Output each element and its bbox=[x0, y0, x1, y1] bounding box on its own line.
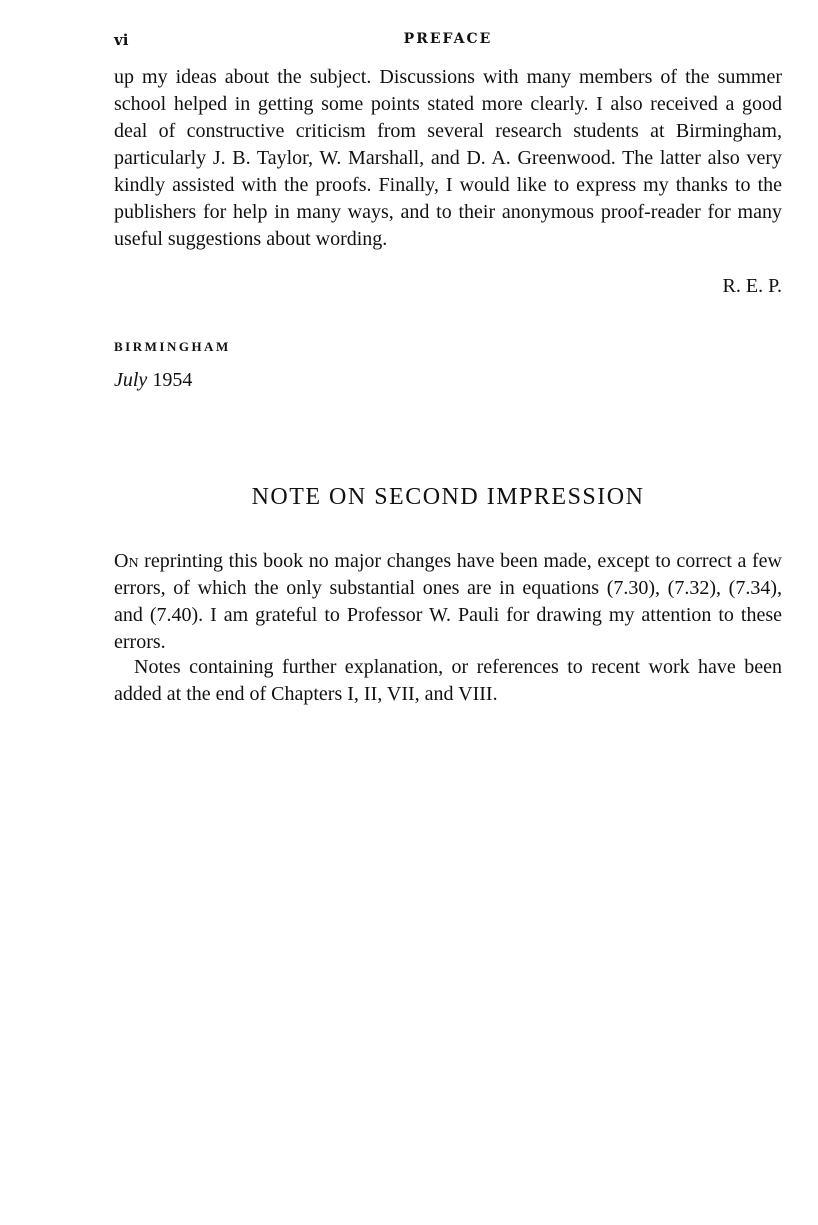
date-line bbox=[114, 369, 192, 392]
note-paragraph-2: Notes containing further explanation, or references to recent work have been added at the end of Chapters I, II, VII, and VIII. bbox=[114, 656, 782, 705]
page-number: vi bbox=[114, 31, 129, 49]
running-title: PREFACE bbox=[403, 31, 493, 47]
section-heading: NOTE ON SECOND IMPRESSION bbox=[251, 484, 645, 510]
preface-paragraph: up my ideas about the subject. Discussions with many members of the summer school helped in getting some points stated more clearly. I also received a good deal of constructive criticism from several research students at Birmingham, particularly J. B. Taylor, W. Marshall, and D. A. Greenwood. The latter also very kindly assisted with the proofs. Finally, I would like to express my thanks to the publishers for help in many ways, and to their anonymous proof-reader for many useful suggestions about wording. bbox=[114, 66, 782, 250]
note-paragraph-1 bbox=[114, 548, 782, 656]
author-initials: R. E. P. bbox=[722, 275, 782, 297]
note-paragraph-1-text: reprinting this book no major changes have been made, except to correct a few errors, of which the only substantial ones are in equations (7.30), (7.32), (7.34), and (7.40). I am grateful to Professor W. Pauli for drawing my attention to these errors. bbox=[114, 550, 782, 653]
date-month: July bbox=[114, 369, 148, 391]
date-year: 1954 bbox=[152, 369, 193, 391]
note-lead-word: On bbox=[114, 550, 139, 572]
place-line: BIRMINGHAM bbox=[114, 339, 231, 354]
running-head bbox=[114, 31, 782, 51]
